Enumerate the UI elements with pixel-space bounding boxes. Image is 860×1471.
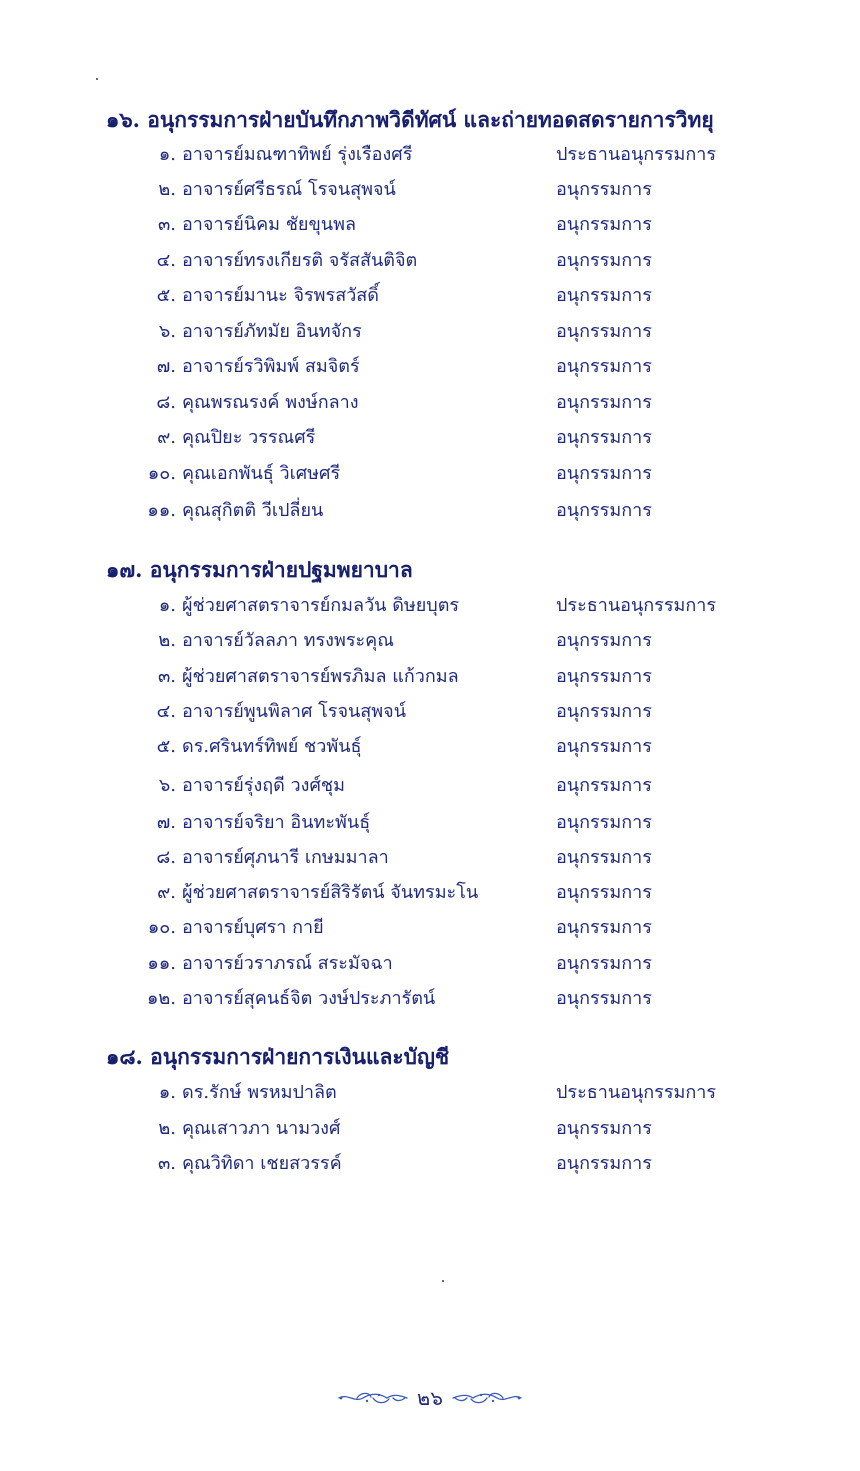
list-item: [0, 877, 860, 909]
member-role: อนุกรรมการ: [556, 500, 652, 521]
list-item: [0, 696, 860, 728]
item-number: ๒.: [158, 179, 176, 200]
member-name: อาจารย์สุคนธ์จิต วงษ์ประภารัตน์: [182, 988, 436, 1009]
item-number: ๗.: [156, 356, 176, 377]
item-number: ๒.: [158, 630, 176, 651]
list-item: [0, 139, 860, 171]
item-number: ๖.: [158, 321, 176, 342]
member-name: อาจารย์บุศรา กายี: [182, 917, 324, 938]
list-item: [0, 590, 860, 622]
member-name: อาจารย์วราภรณ์ สระมัจฉา: [182, 953, 393, 974]
member-role: อนุกรรมการ: [556, 463, 652, 484]
speck-mark: [96, 78, 98, 80]
speck-mark: [442, 1280, 444, 1282]
member-role: อนุกรรมการ: [556, 953, 652, 974]
member-role: อนุกรรมการ: [556, 630, 652, 651]
member-name: อาจารย์รุ่งฤดี วงศ์ชุม: [182, 775, 345, 796]
item-number: ๙.: [157, 427, 176, 448]
member-name: อาจารย์วัลลภา ทรงพระคุณ: [182, 630, 394, 651]
list-item: [0, 316, 860, 348]
list-item: [0, 1113, 860, 1145]
member-role: อนุกรรมการ: [556, 1118, 652, 1139]
item-number: ๓.: [157, 666, 176, 687]
section-title: ๑๗. อนุกรรมการฝ่ายปฐมพยาบาล: [106, 557, 413, 582]
member-name: คุณปิยะ วรรณศรี: [182, 427, 316, 448]
member-role: อนุกรรมการ: [556, 847, 652, 868]
item-number: ๕.: [156, 736, 176, 757]
item-number: ๑๐.: [147, 917, 176, 938]
section-title: ๑๖. อนุกรรมการฝ่ายบันทึกภาพวิดีทัศน์ และถ่ายทอดสดรายการวิทยุ: [106, 107, 714, 132]
list-item: [0, 387, 860, 419]
item-number: ๒.: [158, 1118, 176, 1139]
member-role: อนุกรรมการ: [556, 179, 652, 200]
list-item: [0, 422, 860, 454]
item-number: ๑๒.: [146, 988, 176, 1009]
member-role: อนุกรรมการ: [556, 882, 652, 903]
member-name: อาจารย์ภัทมัย อินทจักร: [182, 321, 362, 342]
item-number: ๑๑.: [147, 500, 176, 521]
member-name: อาจารย์จริยา อินทะพันธุ์: [182, 812, 371, 833]
list-item: [0, 174, 860, 206]
member-role: อนุกรรมการ: [556, 392, 652, 413]
member-role: อนุกรรมการ: [556, 701, 652, 722]
member-name: คุณสุกิตติ วีเปลี่ยน: [182, 500, 324, 521]
member-role: อนุกรรมการ: [556, 988, 652, 1009]
left-flourish-icon: [337, 1389, 409, 1407]
list-item: [0, 912, 860, 944]
member-role: ประธานอนุกรรมการ: [556, 595, 717, 616]
member-name: ผู้ช่วยศาสตราจารย์พรภิมล แก้วกมล: [182, 666, 459, 687]
item-number: ๑.: [158, 595, 176, 616]
member-role: อนุกรรมการ: [556, 917, 652, 938]
item-number: ๓.: [157, 214, 176, 235]
list-item: [0, 280, 860, 312]
member-name: อาจารย์นิคม ชัยขุนพล: [182, 214, 356, 235]
member-role: อนุกรรมการ: [556, 356, 652, 377]
member-role: อนุกรรมการ: [556, 1153, 652, 1174]
list-item: [0, 1148, 860, 1180]
member-name: คุณวิทิดา เชยสวรรค์: [182, 1153, 342, 1174]
member-role: ประธานอนุกรรมการ: [556, 1082, 717, 1103]
member-role: อนุกรรมการ: [556, 427, 652, 448]
page-footer: [0, 1380, 860, 1416]
member-name: อาจารย์ศรีธรณ์ โรจนสุพจน์: [182, 179, 396, 200]
list-item: [0, 807, 860, 839]
member-name: ดร.รักษ์ พรหมปาลิต: [182, 1082, 337, 1103]
list-item: [0, 661, 860, 693]
list-item: [0, 842, 860, 874]
member-role: อนุกรรมการ: [556, 775, 652, 796]
list-item: [0, 948, 860, 980]
member-role: อนุกรรมการ: [556, 736, 652, 757]
item-number: ๕.: [156, 285, 176, 306]
right-flourish-icon: [451, 1389, 523, 1407]
member-role: อนุกรรมการ: [556, 250, 652, 271]
item-number: ๑.: [158, 1082, 176, 1103]
member-name: อาจารย์ทรงเกียรติ จรัสสันติจิต: [182, 250, 418, 271]
list-item: [0, 731, 860, 763]
member-name: ผู้ช่วยศาสตราจารย์กมลวัน ดิษยบุตร: [182, 595, 460, 616]
item-number: ๖.: [158, 775, 176, 796]
member-role: ประธานอนุกรรมการ: [556, 144, 717, 165]
member-role: อนุกรรมการ: [556, 285, 652, 306]
item-number: ๑๑.: [147, 953, 176, 974]
member-name: คุณเอกพันธุ์ วิเศษศรี: [182, 463, 341, 484]
list-item: [0, 983, 860, 1015]
member-name: อาจารย์มานะ จิรพรสวัสดิ์: [182, 285, 379, 306]
member-name: อาจารย์มณฑาทิพย์ รุ่งเรืองศรี: [182, 144, 413, 165]
list-item: [0, 351, 860, 383]
item-number: ๑.: [158, 144, 176, 165]
member-name: ผู้ช่วยศาสตราจารย์สิริรัตน์ จันทรมะโน: [182, 882, 479, 903]
list-item: [0, 770, 860, 802]
member-role: อนุกรรมการ: [556, 666, 652, 687]
item-number: ๗.: [156, 812, 176, 833]
list-item: [0, 495, 860, 527]
item-number: ๔.: [156, 250, 176, 271]
list-item: [0, 625, 860, 657]
item-number: ๙.: [157, 882, 176, 903]
member-name: คุณเสาวภา นามวงศ์: [182, 1118, 341, 1139]
list-item: [0, 209, 860, 241]
member-name: อาจารย์พูนพิลาศ โรจนสุพจน์: [182, 701, 406, 722]
member-name: คุณพรณรงค์ พงษ์กลาง: [182, 392, 359, 413]
list-item: [0, 245, 860, 277]
item-number: ๑๐.: [147, 463, 176, 484]
item-number: ๘.: [156, 847, 176, 868]
item-number: ๓.: [157, 1153, 176, 1174]
list-item: [0, 1077, 860, 1109]
section-title: ๑๘. อนุกรรมการฝ่ายการเงินและบัญชี: [106, 1044, 450, 1069]
item-number: ๘.: [156, 392, 176, 413]
member-role: อนุกรรมการ: [556, 812, 652, 833]
member-name: ดร.ศรินทร์ทิพย์ ชวพันธุ์: [182, 736, 362, 757]
item-number: ๔.: [156, 701, 176, 722]
member-role: อนุกรรมการ: [556, 321, 652, 342]
member-name: อาจารย์รวิพิมพ์ สมจิตร์: [182, 356, 360, 377]
footer-inner: [337, 1380, 523, 1416]
list-item: [0, 458, 860, 490]
page-number: ๒๖: [417, 1386, 443, 1410]
member-name: อาจารย์ศุภนารี เกษมมาลา: [182, 847, 389, 868]
member-role: อนุกรรมการ: [556, 214, 652, 235]
